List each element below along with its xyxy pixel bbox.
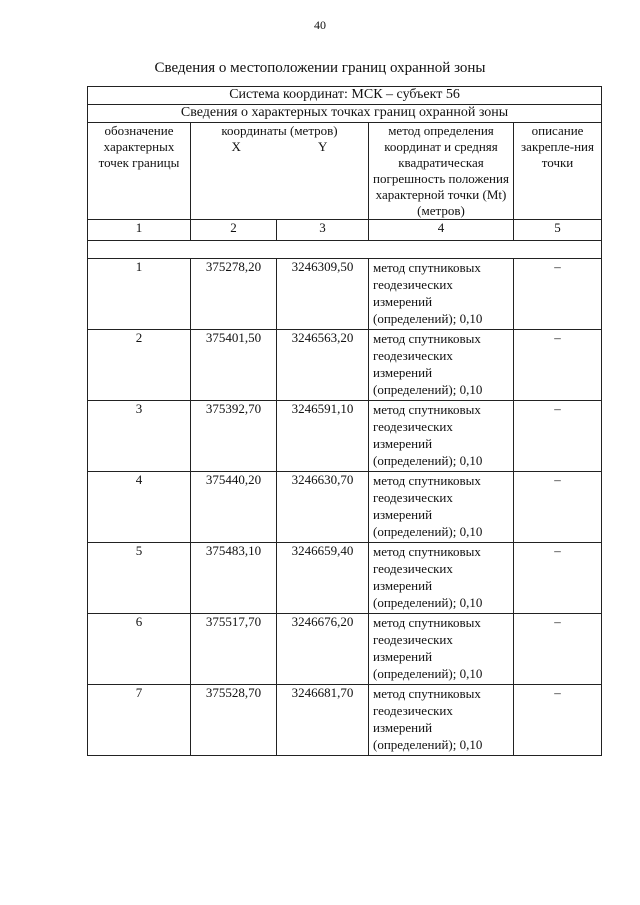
header-coordinates <box>191 123 369 220</box>
empty-cell <box>88 241 602 259</box>
cell-point: 7 <box>88 685 191 756</box>
cell-description: – <box>514 472 602 543</box>
cell-point: 5 <box>88 543 191 614</box>
cell-y: 3246563,20 <box>277 330 369 401</box>
cell-description: – <box>514 401 602 472</box>
cell-x: 375517,70 <box>191 614 277 685</box>
cell-description: – <box>514 685 602 756</box>
column-number: 1 <box>88 220 191 241</box>
cell-method: метод спутниковых геодезических измерений (определений); 0,10 <box>369 614 514 685</box>
coordinates-table <box>87 86 602 756</box>
cell-description: – <box>514 330 602 401</box>
cell-y: 3246630,70 <box>277 472 369 543</box>
cell-point: 3 <box>88 401 191 472</box>
table-row <box>88 330 602 401</box>
cell-method: метод спутниковых геодезических измерений (определений); 0,10 <box>369 543 514 614</box>
page-number: 40 <box>314 18 326 32</box>
table-row <box>88 685 602 756</box>
document-title: Сведения о местоположении границ охранной зоны <box>154 60 486 76</box>
cell-description: – <box>514 614 602 685</box>
table-row <box>88 259 602 330</box>
cell-y: 3246309,50 <box>277 259 369 330</box>
coord-system-cell: Система координат: МСК – субъект 56 <box>88 87 602 105</box>
cell-method: метод спутниковых геодезических измерений (определений); 0,10 <box>369 259 514 330</box>
column-number: 4 <box>369 220 514 241</box>
cell-y: 3246681,70 <box>277 685 369 756</box>
empty-row <box>88 241 602 259</box>
header-row <box>88 123 602 220</box>
column-number: 3 <box>277 220 369 241</box>
column-number: 5 <box>514 220 602 241</box>
section-title-cell: Сведения о характерных точках границ охранной зоны <box>88 105 602 123</box>
cell-y: 3246591,10 <box>277 401 369 472</box>
table-row <box>88 543 602 614</box>
cell-point: 2 <box>88 330 191 401</box>
header-x: X <box>231 139 241 154</box>
cell-x: 375278,20 <box>191 259 277 330</box>
cell-method: метод спутниковых геодезических измерений (определений); 0,10 <box>369 401 514 472</box>
header-designation: обозначение характерных точек границы <box>88 123 191 220</box>
table-row <box>88 472 602 543</box>
cell-point: 1 <box>88 259 191 330</box>
column-numbers-row <box>88 220 602 241</box>
header-coordinates-label: координаты (метров) <box>221 123 338 138</box>
table-row <box>88 614 602 685</box>
header-description: описание закрепле-ния точки <box>514 123 602 220</box>
cell-x: 375392,70 <box>191 401 277 472</box>
cell-x: 375401,50 <box>191 330 277 401</box>
cell-method: метод спутниковых геодезических измерений (определений); 0,10 <box>369 330 514 401</box>
cell-y: 3246659,40 <box>277 543 369 614</box>
cell-description: – <box>514 259 602 330</box>
cell-x: 375440,20 <box>191 472 277 543</box>
cell-y: 3246676,20 <box>277 614 369 685</box>
cell-x: 375528,70 <box>191 685 277 756</box>
header-y: Y <box>318 139 328 154</box>
cell-x: 375483,10 <box>191 543 277 614</box>
cell-point: 6 <box>88 614 191 685</box>
cell-method: метод спутниковых геодезических измерений (определений); 0,10 <box>369 472 514 543</box>
column-number: 2 <box>191 220 277 241</box>
table-row <box>88 401 602 472</box>
coord-system-row <box>88 87 602 105</box>
header-method: метод определения координат и средняя квадратическая погрешность положения характерной точки (Mt) (метров) <box>369 123 514 220</box>
cell-description: – <box>514 543 602 614</box>
cell-method: метод спутниковых геодезических измерений (определений); 0,10 <box>369 685 514 756</box>
section-title-row <box>88 105 602 123</box>
cell-point: 4 <box>88 472 191 543</box>
